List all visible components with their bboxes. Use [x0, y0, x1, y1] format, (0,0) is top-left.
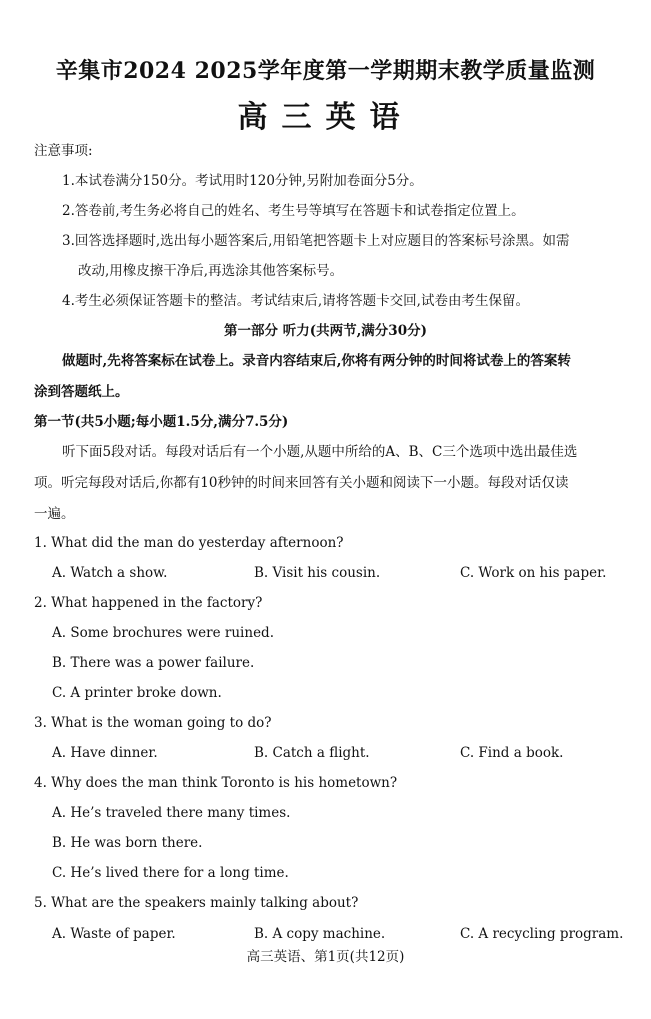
page-footer: 高三英语、第1页(共12页): [246, 949, 405, 965]
q2-option-b: B. There was a power failure.: [52, 655, 255, 671]
section1-desc-line2: 项。听完每段对话后,你都有10秒钟的时间来回答有关小题和阅读下一小题。每段对话仅读: [34, 475, 569, 491]
q4-option-a: A. He’s traveled there many times.: [52, 805, 291, 821]
section1-heading: 第一节(共5小题;每小题1.5分,满分7.5分): [34, 414, 289, 430]
q1-option-b: B. Visit his cousin.: [254, 565, 381, 581]
q3-option-a: A. Have dinner.: [52, 745, 158, 761]
q2-option-c: C. A printer broke down.: [52, 685, 222, 701]
q5-option-c: C. A recycling program.: [460, 926, 624, 942]
q2-option-a: A. Some brochures were ruined.: [52, 625, 274, 641]
note-item-1: 1.本试卷满分150分。考试用时120分钟,另附加卷面分5分。: [62, 173, 423, 189]
q5-option-a: A. Waste of paper.: [52, 926, 176, 942]
q4-option-b: B. He was born there.: [52, 835, 203, 851]
note-item-3-cont: 改动,用橡皮擦干净后,再选涂其他答案标号。: [78, 263, 344, 279]
note-item-2: 2.答卷前,考生务必将自己的姓名、考生号等填写在答题卡和试卷指定位置上。: [62, 203, 525, 219]
subject-title: 高三英语: [237, 100, 414, 135]
note-item-3: 3.回答选择题时,选出每小题答案后,用铅笔把答题卡上对应题目的答案标号涂黑。如需: [62, 233, 570, 249]
question-4: 4. Why does the man think Toronto is his hometown?: [34, 775, 398, 791]
part1-heading: 第一部分 听力(共两节,满分30分): [224, 323, 427, 339]
question-3: 3. What is the woman going to do?: [34, 715, 272, 731]
notes-heading: 注意事项:: [34, 143, 93, 159]
q4-option-c: C. He’s lived there for a long time.: [52, 865, 289, 881]
q1-option-c: C. Work on his paper.: [460, 565, 607, 581]
section1-desc-line1: 听下面5段对话。每段对话后有一个小题,从题中所给的A、B、C三个选项中选出最佳选: [62, 444, 578, 460]
q3-option-b: B. Catch a flight.: [254, 745, 370, 761]
part1-instruction-line1: 做题时,先将答案标在试卷上。录音内容结束后,你将有两分钟的时间将试卷上的答案转: [62, 353, 571, 369]
question-5: 5. What are the speakers mainly talking about?: [34, 895, 359, 911]
section1-desc-line3: 一遍。: [34, 506, 75, 522]
note-item-4: 4.考生必须保证答题卡的整洁。考试结束后,请将答题卡交回,试卷由考生保留。: [62, 293, 529, 309]
q5-option-b: B. A copy machine.: [254, 926, 386, 942]
part1-instruction-line2: 涂到答题纸上。: [34, 384, 129, 400]
exam-title: 辛集市2024 2025学年度第一学期期末教学质量监测: [55, 58, 596, 84]
question-2: 2. What happened in the factory?: [34, 595, 263, 611]
q3-option-c: C. Find a book.: [460, 745, 564, 761]
q1-option-a: A. Watch a show.: [52, 565, 168, 581]
question-1: 1. What did the man do yesterday afternoon?: [34, 535, 344, 551]
